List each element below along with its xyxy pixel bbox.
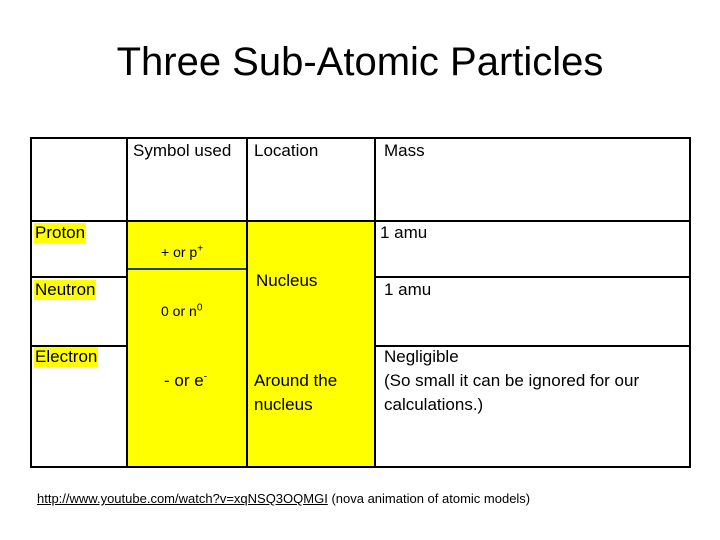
table-border-bottom: [30, 466, 691, 468]
location-column-fill: [247, 221, 374, 467]
row-name-proton: Proton: [35, 223, 86, 242]
location-nucleus: Nucleus: [256, 271, 318, 290]
mass-electron-line-1: Negligible: [384, 347, 459, 366]
location-electron-line-1: Around the: [254, 371, 338, 390]
symbol-electron-sup: -: [203, 371, 208, 383]
symbol-neutron: [161, 303, 202, 319]
symbol-electron-base: - or e: [164, 371, 204, 390]
symbol-proton-base: + or p: [161, 244, 198, 260]
header-symbol: Symbol used: [133, 141, 232, 160]
location-electron-line-2: nucleus: [254, 395, 313, 414]
row-divider-2: [30, 276, 128, 278]
mass-electron-line-2: (So small it can be ignored for our: [384, 371, 640, 390]
table-border-top: [30, 137, 691, 139]
symbol-proton: [161, 244, 203, 260]
column-divider-1: [126, 137, 128, 468]
page-title: Three Sub-Atomic Particles: [116, 40, 604, 84]
table-border-left: [30, 137, 32, 468]
mass-electron-line-3: calculations.): [384, 395, 484, 414]
symbol-neutron-sup: 0: [196, 302, 203, 314]
symbol-neutron-base: 0 or n: [161, 303, 197, 319]
column-divider-2: [246, 137, 248, 468]
symbol-proton-sup: +: [197, 243, 204, 255]
row-name-neutron: Neutron: [35, 280, 96, 299]
row-divider-2-symbol: [128, 268, 246, 270]
table-border-right: [689, 137, 691, 468]
mass-neutron: 1 amu: [384, 280, 432, 299]
row-divider-header: [30, 220, 691, 222]
header-location: Location: [254, 141, 319, 160]
symbol-electron: [164, 371, 207, 391]
video-link[interactable]: http://www.youtube.com/watch?v=xqNSQ3OQMGI: [37, 491, 328, 506]
row-divider-2-mass: [374, 276, 691, 278]
row-name-electron: Electron: [35, 347, 98, 366]
footer: [37, 491, 530, 506]
footer-note: (nova animation of atomic models): [331, 491, 531, 506]
mass-proton: 1 amu: [380, 223, 428, 242]
column-divider-3: [374, 137, 376, 468]
header-mass: Mass: [384, 141, 425, 160]
